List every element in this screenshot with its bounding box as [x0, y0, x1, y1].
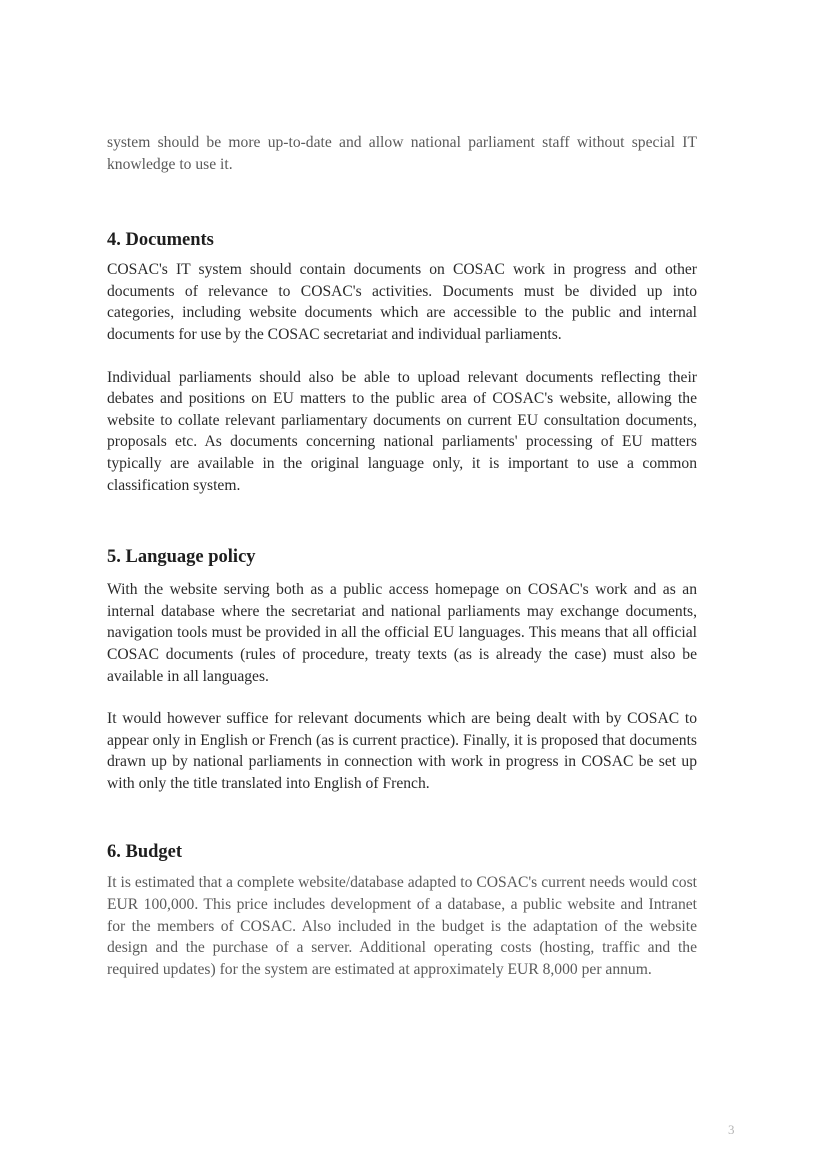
- document-page: [107, 132, 697, 980]
- language-paragraph-1: With the website serving both as a public access homepage on COSAC's work and as an internal database where the secretariat and national parliaments may exchange documents, navigation tools must be provided in all the official EU languages. This means that all official COSAC documents (rules of procedure, treaty texts (as is already the case) must also be available in all languages.: [107, 581, 697, 685]
- language-policy-heading: 5. Language policy: [107, 547, 256, 568]
- page-number: 3: [728, 1122, 735, 1137]
- budget-paragraph: It is estimated that a complete website/database adapted to COSAC's current needs would cost EUR 100,000. This price includes development of a database, a public website and Intranet for the members of COSAC. Also included in the budget is the adaptation of the website design and the purchase of a server. Additional operating costs (hosting, traffic and the required updates) for the system are estimated at approximately EUR 8,000 per annum.: [107, 874, 697, 978]
- budget-heading: 6. Budget: [107, 842, 183, 863]
- documents-paragraph-1: COSAC's IT system should contain documents on COSAC work in progress and other documents of relevance to COSAC's activities. Documents must be divided up into categories, including website documents which are accessible to the public and internal documents for use by the COSAC secretariat and individual parliaments.: [107, 261, 697, 343]
- documents-heading: 4. Documents: [107, 230, 214, 251]
- intro-paragraph: system should be more up-to-date and allow national parliament staff without special IT knowledge to use it.: [107, 134, 697, 173]
- language-paragraph-2: It would however suffice for relevant documents which are being dealt with by COSAC to appear only in English or French (as is current practice). Finally, it is proposed that documents drawn up by national parliaments in connection with work in progress in COSAC be set up with only the title translated into English of French.: [107, 710, 697, 792]
- documents-paragraph-2: Individual parliaments should also be able to upload relevant documents reflecting their debates and positions on EU matters to the public area of COSAC's website, allowing the website to collate relevant parliamentary documents on current EU consultation documents, proposals etc. As documents concerning national parliaments' processing of EU matters typically are available in the original language only, it is important to use a common classification system.: [107, 368, 697, 494]
